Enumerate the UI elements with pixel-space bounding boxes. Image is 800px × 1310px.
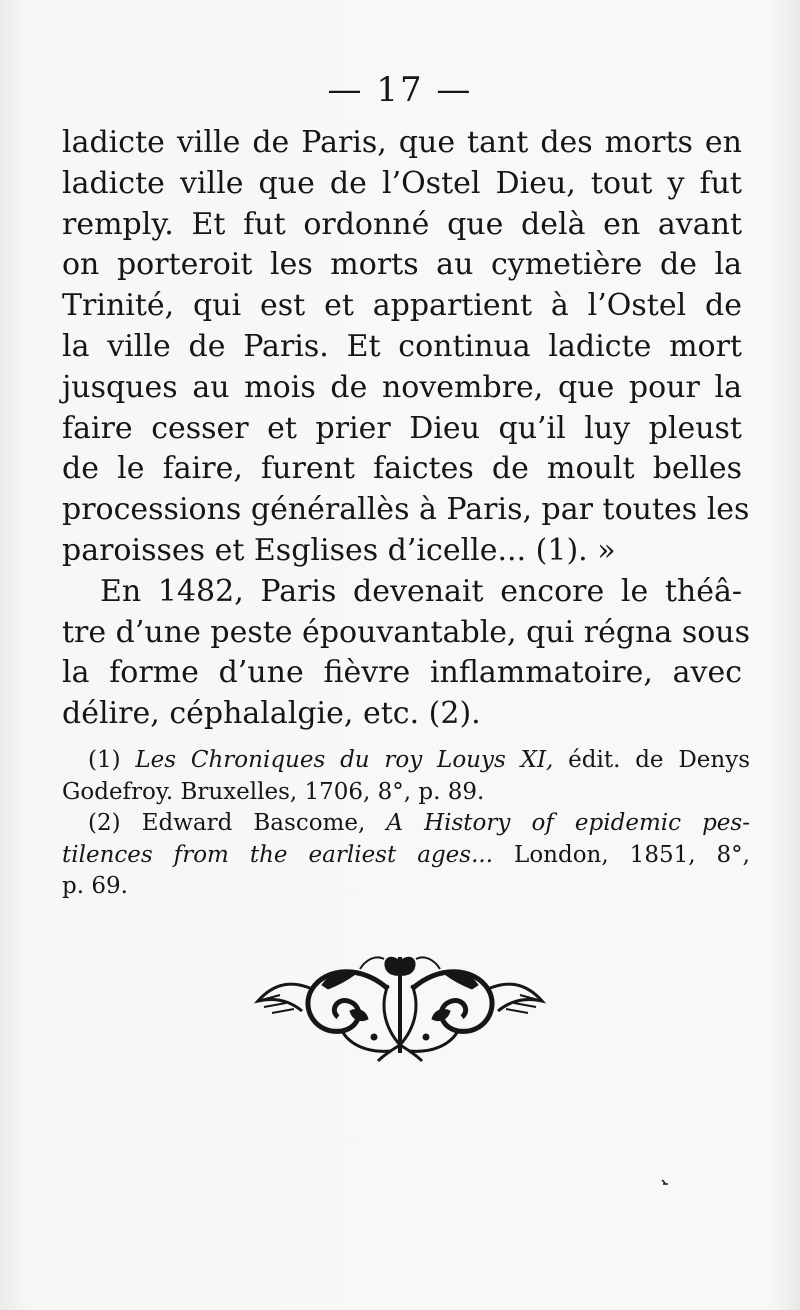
body-line: ladicte ville de Paris, que tant des morts en [62,125,742,160]
footnote-text: édit. de Denys [568,747,750,773]
body-line: jusques au mois de novembre, que pour la [62,369,742,405]
body-line: paroisses et Esglises d’icelle... (1). » [62,532,616,568]
footnote-title: A History of epidemic pes- [386,810,750,836]
footnote-text: London, 1851, 8°, [514,841,750,868]
footnote-title: tilences from the earliest ages... [62,841,494,868]
footnotes [62,745,750,903]
footnote-1 [62,745,750,777]
body-text [62,123,750,735]
body-line: on porteroit les morts au cymetière de la [62,247,742,283]
body-line: Trinité, qui est et appartient à l’Ostel de [62,288,742,324]
footnote-2-line [62,840,750,872]
footnote-2 [62,808,750,840]
footnote-marker: (2) [88,810,121,836]
body-line: ladicte ville que de l’Ostel Dieu, tout y fut [62,165,742,201]
page-number: — 17 — [327,70,473,110]
body-line: remply. Et fut ordonné que delà en avant [62,206,742,242]
footnote-author: Edward Bascome, [141,810,366,836]
body-line: délire, céphalalgie, etc. (2). [62,696,481,732]
floral-vignette-icon [250,945,550,1065]
body-line: processions générallès à Paris, par toutes les [62,492,750,528]
footnote-1-line: Godefroy. Bruxelles, 1706, 8°, p. 89. [62,778,485,805]
body-line: de le faire, furent faictes de moult belles [62,451,742,487]
body-line: la ville de Paris. Et continua ladicte mort [62,328,742,364]
footnote-marker: (1) [88,747,121,773]
body-line: En 1482, Paris devenait encore le théâ- [100,573,742,609]
ink-mark-icon [660,1172,670,1182]
body-line: la forme d’une fièvre inflammatoire, avec [62,655,742,691]
body-line: tre d’une peste épouvantable, qui régna sous [62,614,750,650]
body-line: faire cesser et prier Dieu qu’il luy pleust [62,410,742,446]
footnote-title: Les Chroniques du roy Louys XI, [135,747,554,773]
footnote-2-line: p. 69. [62,873,128,899]
